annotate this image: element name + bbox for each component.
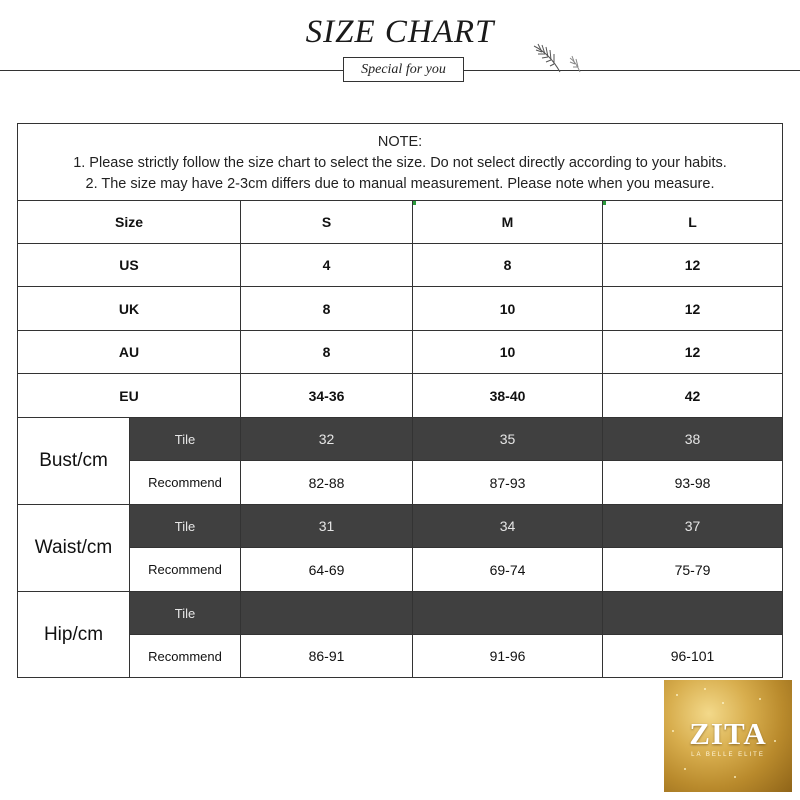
waist-recommend-l: 75-79 (603, 548, 782, 592)
us-l: 12 (603, 244, 782, 287)
hip-recommend-label: Recommend (130, 635, 241, 677)
bust-recommend-s: 82-88 (241, 461, 413, 505)
waist-recommend-m: 69-74 (413, 548, 603, 592)
logo-wordmark: ZITA (689, 716, 767, 751)
header-s: S (241, 201, 413, 244)
waist-tile-l: 37 (603, 505, 782, 548)
group-label-waist: Waist/cm (18, 505, 130, 592)
waist-tile-s: 31 (241, 505, 413, 548)
row-label-au: AU (18, 331, 241, 374)
uk-l: 12 (603, 287, 782, 331)
note-line-2: 2. The size may have 2-3cm differs due to manual measurement. Please note when you measure. (85, 176, 715, 192)
leaf-decoration-icon (530, 40, 592, 74)
hip-recommend-l: 96-101 (670, 648, 715, 664)
waist-tile-label: Tile (130, 505, 241, 548)
bust-recommend-m: 87-93 (413, 461, 603, 505)
hip-tile-m (413, 592, 603, 635)
bust-tile-m: 35 (413, 418, 603, 461)
waist-tile-m: 34 (413, 505, 603, 548)
uk-m: 10 (413, 287, 603, 331)
bust-tile-l: 38 (603, 418, 782, 461)
hip-tile-s (241, 592, 413, 635)
bust-recommend-l: 93-98 (603, 461, 782, 505)
hip-tile-l (603, 592, 782, 635)
hip-recommend-s: 86-91 (241, 635, 413, 677)
au-s: 8 (241, 331, 413, 374)
header-size: Size (18, 201, 241, 244)
size-chart-table (17, 123, 783, 678)
bust-tile-s: 32 (241, 418, 413, 461)
page-title: SIZE CHART (305, 14, 495, 50)
bust-tile-label: Tile (130, 418, 241, 461)
header-l: L (603, 201, 782, 244)
eu-l: 42 (603, 374, 782, 418)
hip-tile-label: Tile (130, 592, 241, 635)
au-m: 10 (413, 331, 603, 374)
waist-recommend-label: Recommend (130, 548, 241, 592)
au-l: 12 (603, 331, 782, 374)
us-m: 8 (413, 244, 603, 287)
bust-recommend-label: Recommend (130, 461, 241, 505)
hip-recommend-m: 91-96 (413, 635, 603, 677)
eu-s: 34-36 (241, 374, 413, 418)
waist-recommend-s: 64-69 (241, 548, 413, 592)
brand-logo (664, 680, 792, 792)
note-heading: NOTE: (377, 134, 423, 150)
row-label-us: US (18, 244, 241, 287)
group-label-bust: Bust/cm (18, 418, 130, 505)
row-label-eu: EU (18, 374, 241, 418)
logo-tagline: LA BELLE ELITE (691, 752, 765, 758)
group-label-hip: Hip/cm (18, 592, 130, 677)
note-block (18, 124, 782, 201)
header-m: M (413, 201, 603, 244)
us-s: 4 (241, 244, 413, 287)
subtitle-badge: Special for you (343, 57, 464, 82)
row-label-uk: UK (18, 287, 241, 331)
note-line-1: 1. Please strictly follow the size chart to select the size. Do not select directly according to your habits. (73, 155, 727, 171)
uk-s: 8 (241, 287, 413, 331)
eu-m: 38-40 (413, 374, 603, 418)
